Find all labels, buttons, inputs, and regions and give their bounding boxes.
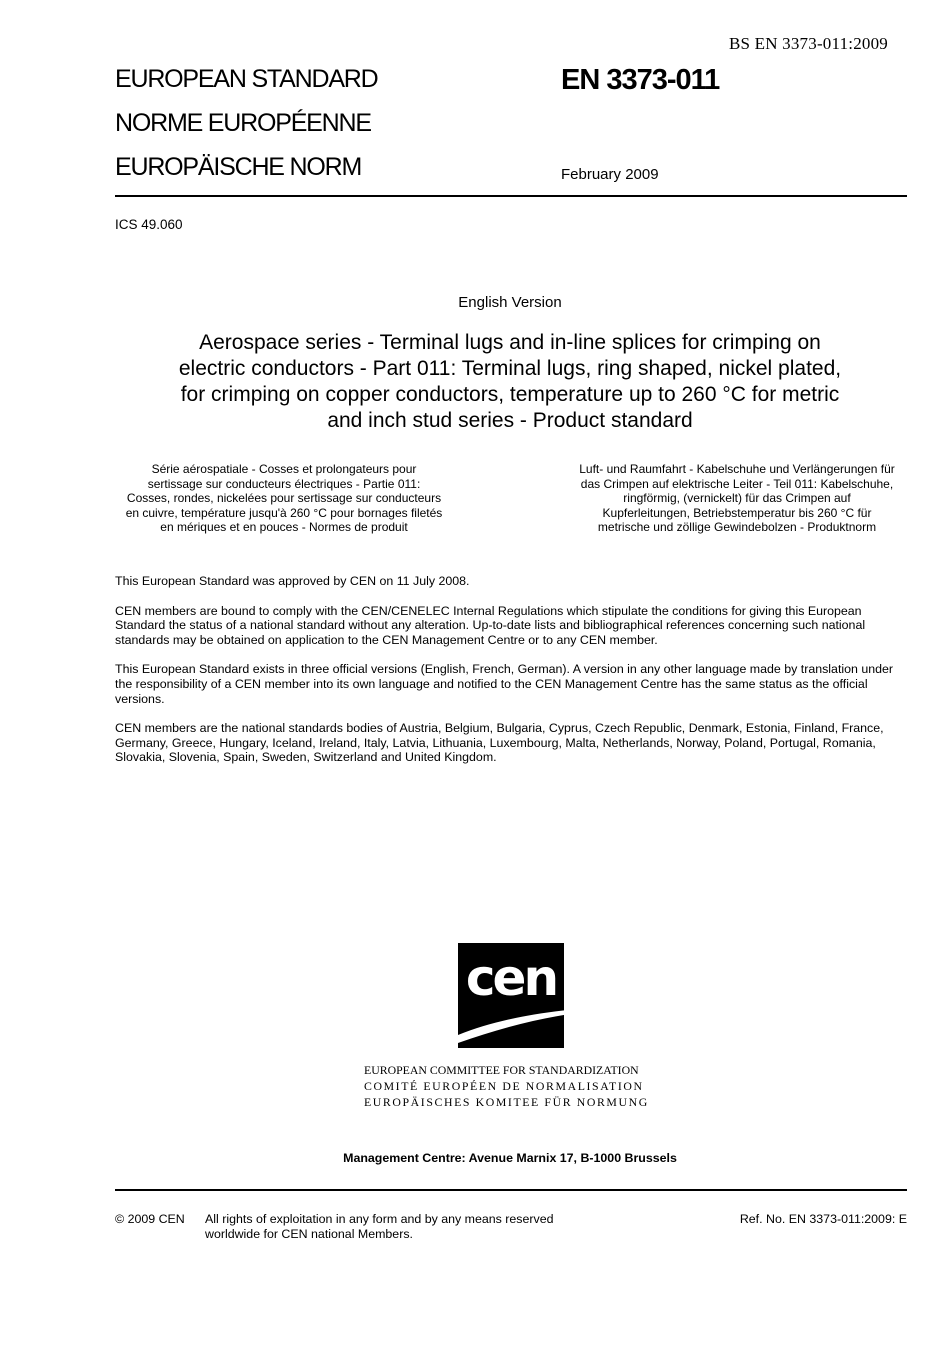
- committee-name-fr: COMITÉ EUROPÉEN DE NORMALISATION: [364, 1079, 644, 1093]
- versions-paragraph: This European Standard exists in three official versions (English, French, German). A version in any other language made by translation under the responsibility of a CEN member into its own language and notified to the CEN Management Centre has the same status as the official versions.: [115, 662, 894, 706]
- members-paragraph: CEN members are the national standards bodies of Austria, Belgium, Bulgaria, Cyprus, Czech Republic, Denmark, Estonia, Finland, France, Germany, Greece, Hungary, Iceland, Ireland, Italy, Latvia, Lithuania, Luxembourg, Malta, Netherlands, Norway, Poland, Portugal, Romania, Slovakia, Slovenia, Spain, Sweden, Switzerland and United Kingdom.: [115, 721, 884, 765]
- approval-text: [115, 574, 910, 780]
- cen-logo-text: cen: [465, 949, 557, 1007]
- compliance-paragraph: CEN members are bound to comply with the CEN/CENELEC Internal Regulations which stipulate the conditions for giving this European Standard the status of a national standard without any alteration. Up-to-date lists and bibliographical references concerning such national standards may be obtained on application to the CEN Management Centre or to any CEN member.: [115, 603, 866, 647]
- german-title: [560, 462, 914, 535]
- german-title-line: metrische und zöllige Gewindebolzen - Produktnorm: [597, 520, 877, 535]
- cen-logo-icon: [458, 943, 578, 1048]
- german-title-line: das Crimpen auf elektrische Leiter - Teil 011: Kabelschuhe,: [580, 476, 894, 491]
- committee-name-de: EUROPÄISCHES KOMITEE FÜR NORMUNG: [364, 1095, 649, 1109]
- language-version: English Version: [458, 294, 562, 311]
- bs-reference: BS EN 3373-011:2009: [728, 34, 888, 53]
- ics-code: ICS 49.060: [115, 217, 183, 232]
- approval-paragraph: This European Standard was approved by CEN on 11 July 2008.: [115, 574, 470, 588]
- french-title-line: sertissage sur conducteurs électriques - Partie 011:: [147, 476, 421, 491]
- committee-name-en: EUROPEAN COMMITTEE FOR STANDARDIZATION: [364, 1063, 639, 1077]
- rights-line: All rights of exploitation in any form and by any means reserved: [205, 1212, 554, 1226]
- title-europaische-norm: EUROPÄISCHE NORM: [115, 153, 362, 181]
- header-divider: [115, 195, 907, 197]
- french-title-line: Série aérospatiale - Cosses et prolongateurs pour: [151, 462, 417, 476]
- reference-number: Ref. No. EN 3373-011:2009: E: [739, 1212, 907, 1226]
- title-european-standard: EUROPEAN STANDARD: [115, 65, 378, 93]
- copyright: © 2009 CEN: [115, 1212, 185, 1226]
- publication-date: February 2009: [561, 166, 659, 183]
- rights-statement: [205, 1212, 625, 1242]
- rights-line: worldwide for CEN national Members.: [205, 1227, 413, 1241]
- committee-names: [364, 1062, 649, 1110]
- document-title: Aerospace series - Terminal lugs and in-line splices for crimping on electric conductors - Part 011: Terminal lugs, ring shaped, nickel plated, for crimping on copper conductors, temperature up to 260 °C for metric and inch stud series - Product standard: [178, 331, 842, 432]
- footer-divider: [115, 1189, 907, 1191]
- german-title-line: Luft- und Raumfahrt - Kabelschuhe und Verlängerungen für: [579, 462, 895, 476]
- german-title-line: Kupferleitungen, Betriebstemperatur bis 260 °C für: [602, 505, 872, 520]
- german-title-line: ringförmig, (vernickelt) für das Crimpen auf: [623, 491, 851, 506]
- management-centre-address: Management Centre: Avenue Marnix 17, B-1000 Brussels: [343, 1151, 677, 1165]
- title-norme-europeenne: NORME EUROPÉENNE: [115, 109, 371, 137]
- french-title: [112, 462, 456, 535]
- standard-number: EN 3373-011: [561, 64, 720, 96]
- french-title-line: en cuivre, température jusqu'à 260 °C pour bornages filetés: [125, 505, 443, 520]
- french-title-line: en mériques et en pouces - Normes de produit: [160, 520, 408, 535]
- french-title-line: Cosses, rondes, nickelées pour sertissage sur conducteurs: [126, 491, 442, 506]
